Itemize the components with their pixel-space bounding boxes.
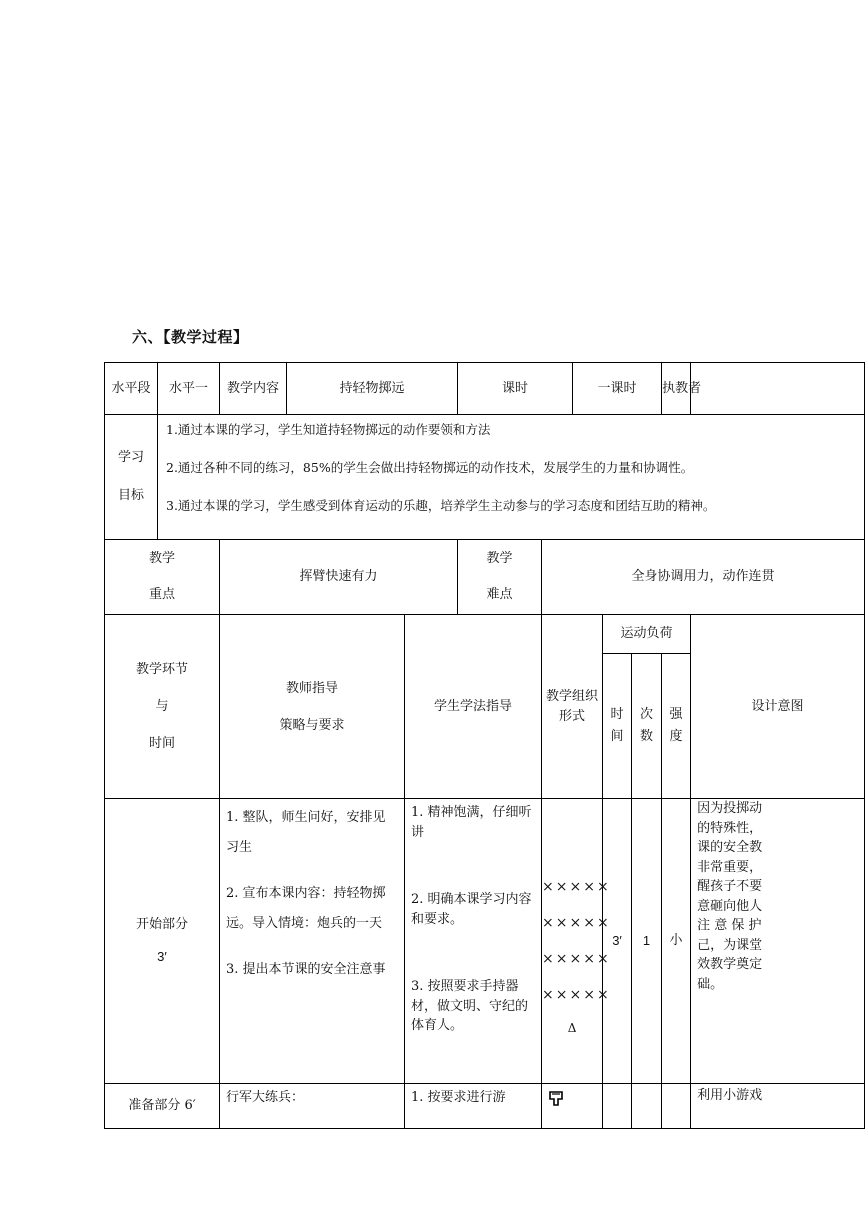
teacher-value — [691, 363, 865, 415]
student-guidance — [405, 799, 542, 1084]
load-intensity: 小 — [662, 799, 691, 1084]
teaching-process-table — [104, 362, 865, 1129]
teacher-label: 执教者 — [662, 363, 691, 415]
list-item: 2. 明确本课学习内容和要求。 — [411, 892, 532, 927]
difficulty-label: 教学 难点 — [458, 540, 542, 615]
load-count — [632, 1084, 662, 1129]
difficulty-value: 全身协调用力，动作连贯 — [542, 540, 865, 615]
col-stage: 教学环节 与 时间 — [105, 615, 220, 799]
goals-list — [158, 415, 865, 540]
focus-row — [105, 540, 865, 615]
column-header-row — [105, 615, 865, 654]
header-row — [105, 363, 865, 415]
list-item: 1. 整队，师生问好，安排见习生 — [226, 810, 386, 855]
student-guidance: 1. 按要求进行游 — [405, 1084, 542, 1129]
formation-row: ××××× — [542, 915, 611, 931]
level-label: 水平段 — [105, 363, 158, 415]
design-intent: 利用小游戏 — [691, 1084, 865, 1129]
list-item: 1. 精神饱满，仔细听讲 — [411, 805, 532, 840]
list-item: 2. 宣布本课内容：持轻物掷远。导入情境：炮兵的一天 — [226, 886, 386, 931]
section-title: 六、【教学过程】 — [132, 328, 249, 346]
col-intensity: 强 度 — [662, 654, 691, 799]
teacher-marker: Δ — [567, 1021, 577, 1035]
goals-label: 学习 目标 — [105, 415, 158, 540]
organization-form — [542, 1084, 603, 1129]
hours-label: 课时 — [458, 363, 573, 415]
col-org: 教学组织形式 — [542, 615, 603, 799]
formation-row: ××××× — [542, 951, 611, 967]
formation-row: ××××× — [542, 987, 611, 1003]
teacher-guidance — [220, 799, 405, 1084]
teacher-guidance: 行军大练兵： — [220, 1084, 405, 1129]
goal-item: 1.通过本课的学习，学生知道持轻物掷远的动作要领和方法 — [166, 422, 491, 437]
load-count: 1 — [632, 799, 662, 1084]
col-count: 次 数 — [632, 654, 662, 799]
col-teacher: 教师指导 策略与要求 — [220, 615, 405, 799]
goal-item: 2.通过各种不同的练习，85%的学生会做出持轻物掷远的动作技术，发展学生的力量和协调性。 — [166, 460, 694, 475]
stage-cell: 准备部分 6′ — [105, 1084, 220, 1129]
design-intent: 因为投掷动 的特殊性， 课的安全教 非常重要， 醒孩子不要 意砸向他人 注 意 保 护 己，为课堂 效教学奠定 础。 — [691, 799, 865, 1084]
organization-form — [542, 799, 611, 1084]
table-row — [105, 1084, 865, 1129]
goal-item: 3.通过本课的学习，学生感受到体育运动的乐趣，培养学生主动参与的学习态度和团结互助的精神。 — [166, 498, 716, 513]
load-intensity — [662, 1084, 691, 1129]
load-time: 3′ — [603, 799, 632, 1084]
stage-cell: 开始部分 3′ — [105, 799, 220, 1084]
hand-pointer-icon — [548, 1090, 566, 1115]
load-time — [603, 1084, 632, 1129]
col-design: 设计意图 — [691, 615, 865, 799]
list-item: 3. 按照要求手持器材，做文明、守纪的体育人。 — [411, 979, 529, 1033]
goals-row — [105, 415, 865, 540]
hours-value: 一课时 — [573, 363, 662, 415]
list-item: 3. 提出本节课的安全注意事 — [226, 962, 386, 977]
table-row — [105, 799, 865, 1084]
level-value: 水平一 — [158, 363, 220, 415]
col-time: 时 间 — [603, 654, 632, 799]
content-label: 教学内容 — [220, 363, 287, 415]
content-value: 持轻物掷远 — [287, 363, 458, 415]
key-point-value: 挥臂快速有力 — [220, 540, 458, 615]
col-student: 学生学法指导 — [405, 615, 542, 799]
formation-row: ××××× — [542, 879, 611, 895]
key-point-label: 教学 重点 — [105, 540, 220, 615]
col-load: 运动负荷 — [603, 615, 691, 654]
